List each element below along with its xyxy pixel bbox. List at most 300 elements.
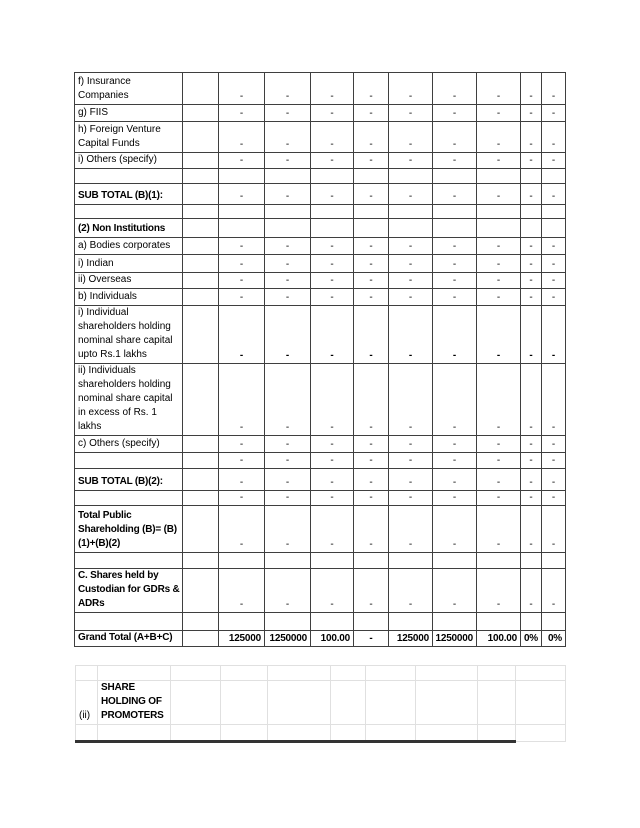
- value-cell: -: [354, 631, 389, 647]
- table-row: [75, 238, 566, 255]
- value-cell: -: [219, 506, 265, 553]
- value-cell: -: [433, 122, 477, 153]
- value-cell: -: [265, 491, 311, 506]
- empty-cell: [183, 122, 219, 153]
- value-cell: -: [433, 469, 477, 491]
- row-label: Total Public Shareholding (B)= (B)(1)+(B)(2): [75, 506, 183, 553]
- value-cell: -: [389, 436, 433, 453]
- grid-cell: [171, 725, 221, 742]
- value-cell: 125000: [389, 631, 433, 647]
- value-cell: -: [311, 153, 354, 169]
- value-cell: -: [477, 105, 521, 122]
- empty-cell: [521, 219, 542, 238]
- table-row: [75, 122, 566, 153]
- empty-cell: [521, 613, 542, 631]
- grid-cell: [76, 725, 98, 742]
- table-row: [75, 255, 566, 273]
- empty-cell: [183, 169, 219, 184]
- empty-cell: [433, 169, 477, 184]
- row-label: a) Bodies corporates: [75, 238, 183, 255]
- value-cell: -: [265, 238, 311, 255]
- value-cell: -: [542, 273, 566, 289]
- value-cell: -: [433, 238, 477, 255]
- table-row: [75, 631, 566, 647]
- empty-cell: [183, 469, 219, 491]
- value-cell: -: [265, 184, 311, 205]
- promoters-table: [75, 665, 566, 743]
- empty-cell: [311, 553, 354, 569]
- value-cell: -: [219, 491, 265, 506]
- empty-cell: [183, 273, 219, 289]
- empty-cell: [477, 169, 521, 184]
- empty-cell: [354, 219, 389, 238]
- empty-cell: [183, 613, 219, 631]
- value-cell: -: [477, 436, 521, 453]
- value-cell: -: [389, 73, 433, 105]
- empty-cell: [477, 219, 521, 238]
- value-cell: -: [542, 289, 566, 306]
- value-cell: -: [389, 364, 433, 436]
- empty-cell: [389, 205, 433, 219]
- value-cell: -: [542, 105, 566, 122]
- table-row: [75, 436, 566, 453]
- value-cell: -: [354, 73, 389, 105]
- row-label: g) FIIS: [75, 105, 183, 122]
- table-row: [75, 506, 566, 553]
- empty-cell: [354, 553, 389, 569]
- value-cell: -: [433, 506, 477, 553]
- value-cell: -: [542, 255, 566, 273]
- empty-cell: [183, 105, 219, 122]
- empty-cell: [183, 631, 219, 647]
- value-cell: 1250000: [265, 631, 311, 647]
- grid-cell: [366, 681, 416, 725]
- value-cell: -: [521, 289, 542, 306]
- value-cell: -: [542, 569, 566, 613]
- empty-cell: [183, 73, 219, 105]
- empty-cell: [219, 219, 265, 238]
- value-cell: -: [477, 506, 521, 553]
- value-cell: -: [477, 122, 521, 153]
- empty-cell: [311, 205, 354, 219]
- empty-cell: [183, 153, 219, 169]
- grid-cell: [416, 681, 478, 725]
- grid-cell: [221, 681, 268, 725]
- row-label: Grand Total (A+B+C): [75, 631, 183, 647]
- promoters-title: SHARE HOLDING OF PROMOTERS: [98, 681, 171, 725]
- value-cell: -: [477, 569, 521, 613]
- empty-cell: [183, 506, 219, 553]
- value-cell: -: [354, 491, 389, 506]
- value-cell: -: [219, 364, 265, 436]
- value-cell: -: [542, 453, 566, 469]
- value-cell: -: [219, 238, 265, 255]
- grid-cell: [268, 681, 331, 725]
- empty-cell: [265, 613, 311, 631]
- grid-cell: [516, 725, 566, 742]
- empty-cell: [521, 205, 542, 219]
- value-cell: -: [265, 73, 311, 105]
- empty-cell: [183, 453, 219, 469]
- value-cell: -: [389, 306, 433, 364]
- value-cell: -: [433, 73, 477, 105]
- value-cell: -: [219, 469, 265, 491]
- value-cell: -: [477, 184, 521, 205]
- empty-cell: [389, 169, 433, 184]
- empty-cell: [542, 553, 566, 569]
- row-label: [75, 553, 183, 569]
- empty-cell: [265, 219, 311, 238]
- value-cell: -: [311, 255, 354, 273]
- grid-cell: [331, 666, 366, 681]
- value-cell: -: [433, 569, 477, 613]
- value-cell: -: [354, 364, 389, 436]
- value-cell: 100.00: [477, 631, 521, 647]
- value-cell: -: [521, 469, 542, 491]
- grid-cell: [516, 666, 566, 681]
- value-cell: -: [354, 306, 389, 364]
- grid-cell: [331, 681, 366, 725]
- row-label: f) Insurance Companies: [75, 73, 183, 105]
- value-cell: -: [521, 184, 542, 205]
- grid-cell: [478, 725, 516, 742]
- table-row: [75, 364, 566, 436]
- table-row: [75, 169, 566, 184]
- value-cell: -: [521, 364, 542, 436]
- value-cell: 100.00: [311, 631, 354, 647]
- empty-cell: [477, 205, 521, 219]
- value-cell: -: [389, 122, 433, 153]
- empty-cell: [183, 553, 219, 569]
- row-label: [75, 205, 183, 219]
- grid-cell: [221, 725, 268, 742]
- empty-cell: [433, 613, 477, 631]
- empty-cell: [183, 219, 219, 238]
- empty-cell: [521, 553, 542, 569]
- value-cell: -: [433, 184, 477, 205]
- value-cell: -: [354, 238, 389, 255]
- value-cell: -: [542, 184, 566, 205]
- value-cell: -: [521, 436, 542, 453]
- value-cell: -: [389, 569, 433, 613]
- value-cell: -: [389, 506, 433, 553]
- empty-cell: [354, 169, 389, 184]
- table-row: [75, 553, 566, 569]
- empty-cell: [542, 219, 566, 238]
- value-cell: -: [521, 153, 542, 169]
- table-row: [75, 105, 566, 122]
- value-cell: -: [354, 122, 389, 153]
- value-cell: 1250000: [433, 631, 477, 647]
- value-cell: -: [219, 122, 265, 153]
- table-row: [75, 469, 566, 491]
- value-cell: -: [477, 306, 521, 364]
- value-cell: -: [354, 255, 389, 273]
- value-cell: -: [477, 255, 521, 273]
- grid-cell: [366, 725, 416, 742]
- value-cell: -: [389, 105, 433, 122]
- table-row: [75, 613, 566, 631]
- empty-cell: [311, 613, 354, 631]
- value-cell: -: [389, 153, 433, 169]
- value-cell: -: [311, 105, 354, 122]
- table-row: [75, 184, 566, 205]
- row-label: ii) Individuals shareholders holding nominal share capital in excess of Rs. 1 lakhs: [75, 364, 183, 436]
- empty-cell: [183, 491, 219, 506]
- value-cell: -: [219, 569, 265, 613]
- empty-cell: [265, 169, 311, 184]
- value-cell: 125000: [219, 631, 265, 647]
- value-cell: -: [265, 469, 311, 491]
- value-cell: -: [311, 469, 354, 491]
- empty-cell: [389, 613, 433, 631]
- grid-cell: [268, 725, 331, 742]
- grid-cell: [171, 681, 221, 725]
- value-cell: -: [521, 73, 542, 105]
- value-cell: -: [389, 491, 433, 506]
- value-cell: -: [389, 273, 433, 289]
- grid-cell: [416, 725, 478, 742]
- table-row: [75, 219, 566, 238]
- empty-cell: [389, 553, 433, 569]
- grid-cell: [416, 666, 478, 681]
- value-cell: -: [311, 122, 354, 153]
- empty-cell: [183, 306, 219, 364]
- empty-cell: [183, 569, 219, 613]
- value-cell: -: [389, 469, 433, 491]
- table-row: [75, 273, 566, 289]
- value-cell: -: [521, 122, 542, 153]
- grid-cell: [76, 666, 98, 681]
- empty-cell: [219, 169, 265, 184]
- row-label: c) Others (specify): [75, 436, 183, 453]
- grid-cell: [516, 681, 566, 725]
- value-cell: -: [521, 306, 542, 364]
- value-cell: -: [219, 184, 265, 205]
- grid-cell: [366, 666, 416, 681]
- empty-cell: [477, 553, 521, 569]
- value-cell: -: [542, 122, 566, 153]
- value-cell: -: [433, 364, 477, 436]
- empty-cell: [433, 205, 477, 219]
- row-label: [75, 169, 183, 184]
- value-cell: -: [433, 436, 477, 453]
- value-cell: -: [354, 273, 389, 289]
- value-cell: -: [521, 273, 542, 289]
- value-cell: -: [477, 469, 521, 491]
- empty-cell: [183, 289, 219, 306]
- value-cell: -: [311, 238, 354, 255]
- row-label: i) Others (specify): [75, 153, 183, 169]
- value-cell: -: [311, 273, 354, 289]
- value-cell: -: [477, 238, 521, 255]
- grid-cell: [478, 681, 516, 725]
- value-cell: -: [311, 491, 354, 506]
- value-cell: -: [354, 153, 389, 169]
- row-label: (2) Non Institutions: [75, 219, 183, 238]
- value-cell: -: [311, 289, 354, 306]
- value-cell: -: [265, 289, 311, 306]
- value-cell: -: [354, 506, 389, 553]
- value-cell: -: [265, 364, 311, 436]
- empty-cell: [219, 613, 265, 631]
- row-label: ii) Overseas: [75, 273, 183, 289]
- value-cell: -: [433, 273, 477, 289]
- value-cell: -: [542, 491, 566, 506]
- row-label: b) Individuals: [75, 289, 183, 306]
- value-cell: -: [477, 289, 521, 306]
- value-cell: -: [265, 453, 311, 469]
- value-cell: -: [521, 506, 542, 553]
- table-row: [75, 491, 566, 506]
- table-row: [75, 306, 566, 364]
- value-cell: -: [433, 306, 477, 364]
- empty-cell: [183, 436, 219, 453]
- value-cell: -: [389, 453, 433, 469]
- value-cell: -: [354, 184, 389, 205]
- value-cell: -: [219, 306, 265, 364]
- value-cell: -: [389, 289, 433, 306]
- row-label: [75, 491, 183, 506]
- value-cell: -: [219, 453, 265, 469]
- empty-cell: [354, 205, 389, 219]
- value-cell: -: [354, 105, 389, 122]
- empty-cell: [265, 553, 311, 569]
- value-cell: -: [389, 255, 433, 273]
- value-cell: -: [311, 569, 354, 613]
- value-cell: -: [265, 255, 311, 273]
- value-cell: -: [265, 153, 311, 169]
- table-row: [75, 205, 566, 219]
- value-cell: -: [265, 306, 311, 364]
- value-cell: -: [219, 289, 265, 306]
- value-cell: -: [219, 273, 265, 289]
- row-label: i) Indian: [75, 255, 183, 273]
- value-cell: -: [389, 184, 433, 205]
- value-cell: -: [521, 238, 542, 255]
- empty-cell: [354, 613, 389, 631]
- row-label: [75, 613, 183, 631]
- value-cell: -: [311, 436, 354, 453]
- value-cell: -: [542, 306, 566, 364]
- empty-cell: [265, 205, 311, 219]
- table-row: [76, 725, 566, 742]
- value-cell: -: [354, 289, 389, 306]
- value-cell: -: [219, 255, 265, 273]
- value-cell: -: [311, 506, 354, 553]
- value-cell: -: [521, 453, 542, 469]
- value-cell: -: [265, 436, 311, 453]
- grid-cell: [268, 666, 331, 681]
- empty-cell: [219, 553, 265, 569]
- empty-cell: [183, 364, 219, 436]
- value-cell: -: [521, 105, 542, 122]
- value-cell: -: [354, 453, 389, 469]
- value-cell: -: [311, 364, 354, 436]
- row-label: C. Shares held by Custodian for GDRs & ADRs: [75, 569, 183, 613]
- value-cell: -: [477, 73, 521, 105]
- value-cell: -: [311, 306, 354, 364]
- table-row: [75, 73, 566, 105]
- value-cell: -: [219, 73, 265, 105]
- value-cell: -: [433, 255, 477, 273]
- grid-cell: [98, 725, 171, 742]
- value-cell: -: [542, 506, 566, 553]
- empty-cell: [542, 169, 566, 184]
- value-cell: -: [265, 122, 311, 153]
- value-cell: -: [354, 569, 389, 613]
- promoters-index: (ii): [76, 681, 98, 725]
- value-cell: -: [477, 453, 521, 469]
- empty-cell: [183, 205, 219, 219]
- value-cell: -: [542, 364, 566, 436]
- value-cell: -: [311, 184, 354, 205]
- value-cell: 0%: [542, 631, 566, 647]
- value-cell: -: [433, 289, 477, 306]
- value-cell: -: [389, 238, 433, 255]
- table-row: [75, 289, 566, 306]
- row-label: h) Foreign Venture Capital Funds: [75, 122, 183, 153]
- row-label: i) Individual shareholders holding nominal share capital upto Rs.1 lakhs: [75, 306, 183, 364]
- grid-cell: [331, 725, 366, 742]
- empty-cell: [183, 255, 219, 273]
- empty-cell: [433, 553, 477, 569]
- empty-cell: [311, 169, 354, 184]
- value-cell: -: [433, 453, 477, 469]
- value-cell: -: [521, 255, 542, 273]
- grid-cell: [478, 666, 516, 681]
- empty-cell: [183, 184, 219, 205]
- empty-cell: [311, 219, 354, 238]
- value-cell: -: [477, 491, 521, 506]
- empty-cell: [542, 613, 566, 631]
- value-cell: -: [265, 105, 311, 122]
- table-row: [75, 153, 566, 169]
- value-cell: -: [219, 105, 265, 122]
- value-cell: -: [477, 273, 521, 289]
- empty-cell: [521, 169, 542, 184]
- empty-cell: [477, 613, 521, 631]
- value-cell: -: [521, 491, 542, 506]
- grid-cell: [171, 666, 221, 681]
- value-cell: -: [311, 453, 354, 469]
- value-cell: -: [265, 569, 311, 613]
- table-row: [75, 453, 566, 469]
- value-cell: -: [542, 73, 566, 105]
- row-label: [75, 453, 183, 469]
- value-cell: -: [219, 153, 265, 169]
- empty-cell: [542, 205, 566, 219]
- table-row: [75, 569, 566, 613]
- empty-cell: [219, 205, 265, 219]
- value-cell: -: [265, 273, 311, 289]
- value-cell: -: [433, 105, 477, 122]
- value-cell: -: [311, 73, 354, 105]
- row-label: SUB TOTAL (B)(2):: [75, 469, 183, 491]
- grid-cell: [221, 666, 268, 681]
- row-label: SUB TOTAL (B)(1):: [75, 184, 183, 205]
- value-cell: -: [521, 569, 542, 613]
- value-cell: -: [542, 469, 566, 491]
- value-cell: -: [265, 506, 311, 553]
- shareholding-table: [74, 72, 566, 647]
- value-cell: -: [433, 153, 477, 169]
- value-cell: -: [354, 469, 389, 491]
- empty-cell: [389, 219, 433, 238]
- value-cell: -: [354, 436, 389, 453]
- value-cell: -: [477, 364, 521, 436]
- value-cell: -: [542, 436, 566, 453]
